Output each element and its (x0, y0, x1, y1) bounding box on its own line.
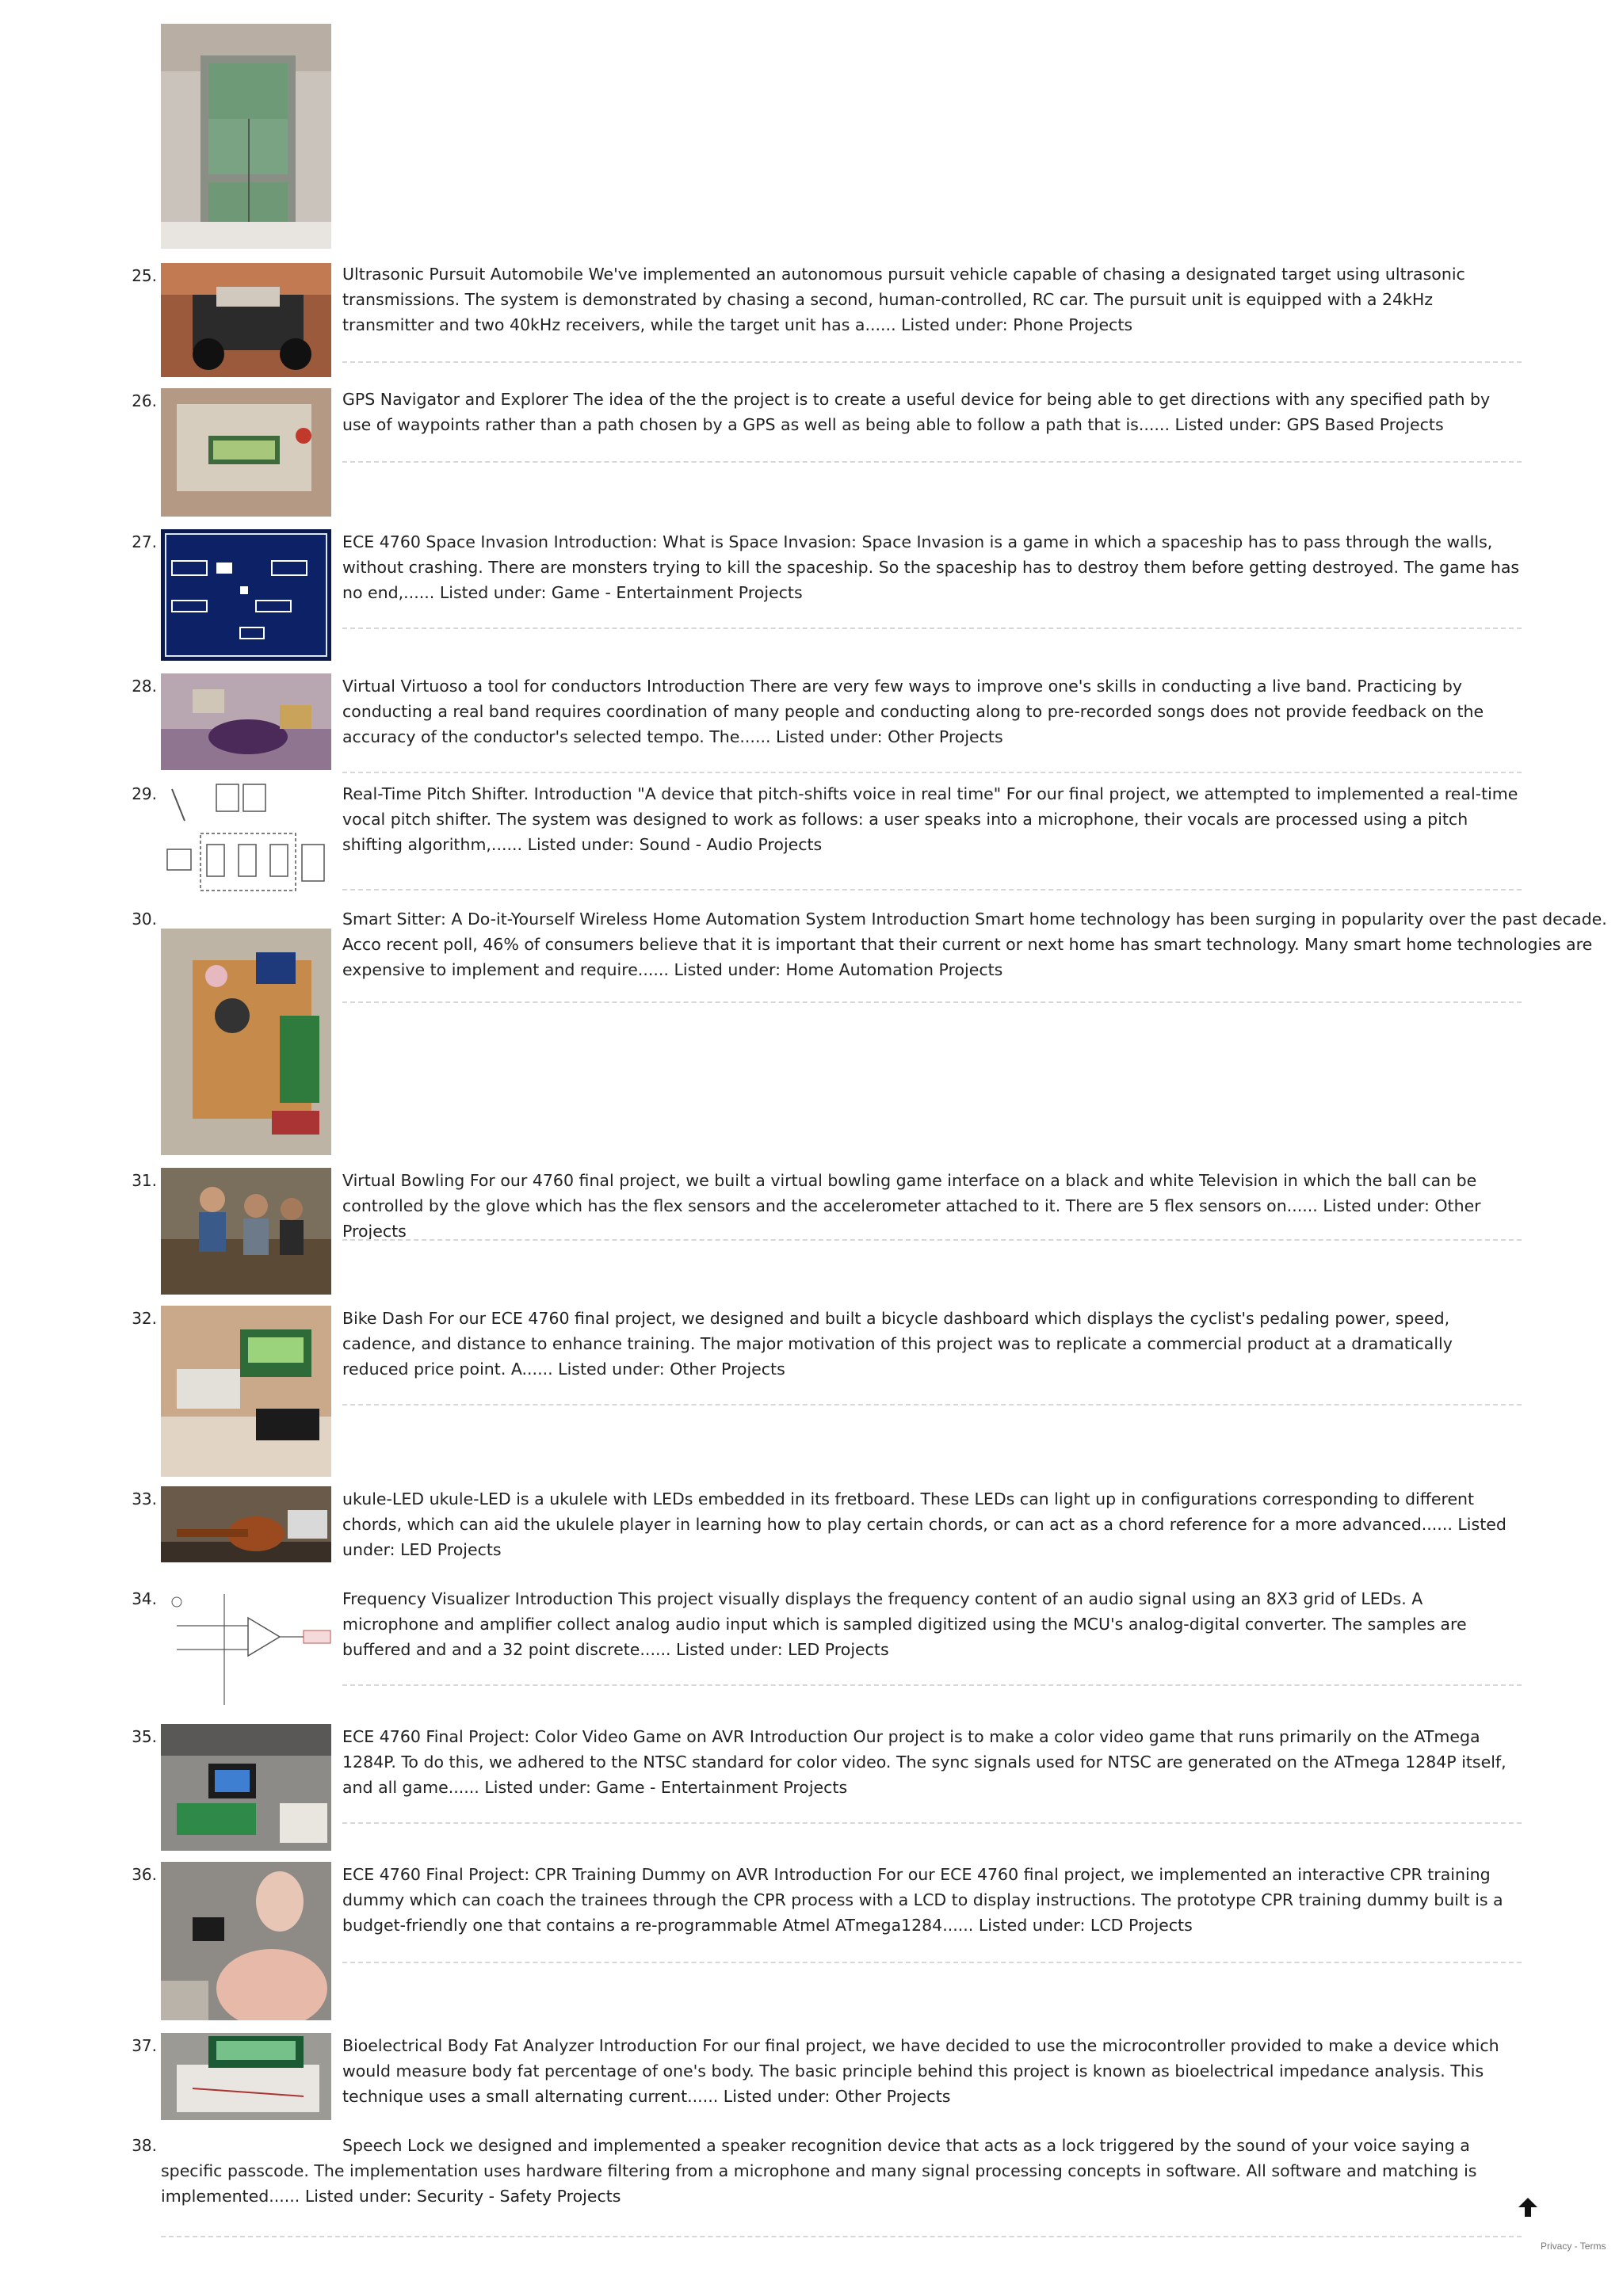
project-title-link[interactable]: ECE 4760 Final Project: Color Video Game on AVR (342, 1727, 745, 1746)
project-summary: Introduction This project visually displays the frequency content of an audio signal using an 8X3 grid of LEDs. A microphone and amplifier collect analog audio input which is sampled digitized using the MCU's analog-digital converter. The samples are buffered and and a 32 point discrete...... (342, 1589, 1467, 1659)
project-description (342, 1724, 1522, 1800)
project-summary: Introduction "A device that pitch-shifts voice in real time" For our final project, we attempted to implemented a real-time vocal pitch shifter. The system was designed to work as follows: a user speaks into a microphone, their vocals are processed using a pitch shifting algorithm,...... (342, 784, 1518, 854)
project-thumbnail[interactable] (161, 929, 331, 1155)
project-category[interactable]: Listed under: Security - Safety Projects (304, 2187, 621, 2206)
project-title-link[interactable]: Frequency Visualizer (342, 1589, 510, 1608)
arrow-up-icon (1514, 2193, 1542, 2222)
project-description (342, 2033, 1522, 2109)
project-title-link[interactable]: Virtual Bowling (342, 1171, 465, 1190)
project-description (342, 1862, 1522, 1938)
project-title-link[interactable]: ECE 4760 Final Project: CPR Training Dummy on AVR (342, 1865, 769, 1884)
project-category[interactable]: Listed under: GPS Based Projects (1174, 415, 1444, 434)
project-description (342, 529, 1522, 605)
divider (342, 1684, 1522, 1686)
project-summary: The idea of the the project is to create a useful device for being able to get directions with any specified path by use of waypoints rather than a path chosen by a GPS as well as being able to follow a path that is...... (342, 390, 1491, 434)
project-summary: Introduction For our ECE 4760 final project, we implemented an interactive CPR training dummy which can coach the trainees through the CPR process with a LCD to display instructions. The prototype CPR training dummy built is a budget-friendly one that contains a re-programmable Atmel ATmega1284...... (342, 1865, 1503, 1935)
project-thumbnail[interactable] (161, 781, 331, 895)
project-description (161, 2133, 1522, 2209)
project-thumbnail[interactable] (161, 263, 331, 377)
project-category[interactable]: Listed under: Sound - Audio Projects (527, 835, 823, 854)
project-category[interactable]: Listed under: Game - Entertainment Projects (439, 583, 803, 602)
divider (342, 361, 1522, 363)
project-summary: Introduction For our final project, we have decided to use the microcontroller provided to make a device which would measure body fat percentage of one's body. The basic principle behind this project is known as bioelectrical impedance analysis. This technique uses a small alternating current...... (342, 2036, 1499, 2106)
project-thumbnail[interactable] (161, 1862, 331, 2020)
project-category[interactable]: Listed under: Other Projects (558, 1360, 785, 1379)
project-category[interactable]: Listed under: Home Automation Projects (674, 960, 1003, 979)
project-title-link[interactable]: Bike Dash (342, 1309, 424, 1328)
item-number: 30. (132, 910, 157, 929)
item-number: 34. (132, 1589, 157, 1608)
project-description (342, 906, 1620, 982)
terms-link[interactable]: Terms (1579, 2241, 1606, 2252)
divider (342, 627, 1522, 629)
item-number: 38. (132, 2136, 157, 2155)
divider (342, 1822, 1522, 1824)
item-number: 27. (132, 532, 157, 551)
divider (342, 461, 1522, 463)
project-summary: ukule-LED is a ukulele with LEDs embedded in its fretboard. These LEDs can light up in configurations corresponding to different chords, which can aid the ukulele player in learning how to play certain chords, or can act as a chord reference for a more advanced...... (342, 1489, 1475, 1534)
divider (342, 889, 1522, 891)
project-category[interactable]: Listed under: LCD Projects (978, 1916, 1193, 1935)
project-description (342, 1486, 1522, 1562)
project-title-link[interactable]: Virtual Virtuoso a tool for conductors (342, 677, 642, 696)
item-number: 31. (132, 1171, 157, 1190)
project-title-link[interactable]: Smart Sitter: A Do-it-Yourself Wireless Home Automation System (342, 910, 866, 929)
project-summary: Introduction: What is Space Invasion: Space Invasion is a game in which a spaceship has to pass through the walls, without crashing. There are monsters trying to kill the spaceship. So the spaceship has to destroy them before getting destroyed. The game has no end,...... (342, 532, 1520, 602)
project-title-link[interactable]: Bioelectrical Body Fat Analyzer (342, 2036, 594, 2055)
item-number: 35. (132, 1727, 157, 1746)
project-title-link[interactable]: ECE 4760 Space Invasion (342, 532, 549, 551)
project-title-link[interactable]: Real-Time Pitch Shifter. (342, 784, 529, 803)
project-summary: For our ECE 4760 final project, we designed and built a bicycle dashboard which displays the cyclist's pedaling power, speed, cadence, and distance to enhance training. The major motivation of this project was to replicate a commercial product at a dramatically reduced price point. A...... (342, 1309, 1453, 1379)
item-number: 36. (132, 1865, 157, 1884)
back-to-top-button[interactable] (1514, 2193, 1542, 2222)
divider (161, 2236, 1522, 2237)
project-thumbnail[interactable] (161, 673, 331, 770)
project-thumbnail[interactable] (161, 1486, 331, 1562)
link-separator: - (1571, 2241, 1580, 2252)
project-title-link[interactable]: ukule-LED (342, 1489, 425, 1508)
project-thumbnail[interactable] (161, 529, 331, 661)
project-category[interactable]: Listed under: Game - Entertainment Projects (484, 1778, 848, 1797)
project-summary: we designed and implemented a speaker recognition device that acts as a lock triggered by the sound of your voice saying a specific passcode. The implementation uses hardware filtering from a microphone and many signal processing concepts in software. All software and matching is implemented...... (161, 2136, 1477, 2206)
project-summary: We've implemented an autonomous pursuit vehicle capable of chasing a designated target using ultrasonic transmissions. The system is demonstrated by chasing a second, human-controlled, RC car. The pursuit unit is equipped with a 24kHz transmitter and two 40kHz receivers, while the target unit has a...... (342, 265, 1465, 334)
divider (342, 1239, 1522, 1241)
divider (342, 1404, 1522, 1405)
item-number: 32. (132, 1309, 157, 1328)
project-thumbnail[interactable] (161, 1586, 331, 1713)
project-title-link[interactable]: GPS Navigator and Explorer (342, 390, 569, 409)
project-category[interactable]: Listed under: LED Projects (342, 1515, 1507, 1559)
project-description (342, 387, 1522, 437)
project-summary: Introduction Our project is to make a color video game that runs primarily on the ATmega 1284P. To do this, we adhered to the NTSC standard for color video. The sync signals used for NTSC are generated on the ATmega 1284P itself, and all game...... (342, 1727, 1507, 1797)
privacy-link[interactable]: Privacy (1541, 2241, 1572, 2252)
project-thumbnail[interactable] (161, 1724, 331, 1851)
project-thumbnail[interactable] (161, 24, 331, 249)
project-description (342, 1306, 1522, 1382)
project-description (342, 1586, 1522, 1662)
project-title-link[interactable]: Speech Lock (342, 2136, 445, 2155)
item-number: 25. (132, 266, 157, 285)
project-description (342, 673, 1522, 749)
project-category[interactable]: Listed under: LED Projects (676, 1640, 889, 1659)
project-summary: Introduction Smart home technology has been surging in popularity over the past decade. Acco recent poll, 46% of consumers believe that it is important that their current or next home has smart technology. Many smart home technologies are expensive to implement and require...... (342, 910, 1607, 979)
project-category[interactable]: Listed under: Phone Projects (901, 315, 1133, 334)
divider (342, 1962, 1522, 1963)
project-category[interactable]: Listed under: Other Projects (342, 1196, 1481, 1241)
item-number: 26. (132, 391, 157, 410)
project-description (342, 1168, 1522, 1244)
divider (342, 1001, 1522, 1003)
item-number: 37. (132, 2036, 157, 2055)
project-summary: For our 4760 final project, we built a virtual bowling game interface on a black and white Television in which the ball can be controlled by the glove which has the flex sensors and the accelerometer attached to it. There are 5 flex sensors on...... (342, 1171, 1477, 1215)
divider (342, 772, 1522, 773)
project-thumbnail[interactable] (161, 2033, 331, 2120)
project-description (342, 781, 1522, 857)
project-thumbnail[interactable] (161, 388, 331, 517)
project-thumbnail[interactable] (161, 1168, 331, 1295)
project-thumbnail[interactable] (161, 1306, 331, 1477)
project-category[interactable]: Listed under: Other Projects (776, 727, 1003, 746)
recaptcha-links (1541, 2241, 1606, 2252)
item-number: 29. (132, 784, 157, 803)
item-number: 28. (132, 677, 157, 696)
project-description (342, 261, 1522, 338)
item-number: 33. (132, 1489, 157, 1508)
project-title-link[interactable]: Ultrasonic Pursuit Automobile (342, 265, 583, 284)
project-category[interactable]: Listed under: Other Projects (723, 2087, 951, 2106)
project-summary: Introduction There are very few ways to improve one's skills in conducting a live band. Practicing by conducting a real band requires coordination of many people and conducting along to pre-recorded songs does not provide feedback on the accuracy of the conductor's selected tempo. The...... (342, 677, 1484, 746)
